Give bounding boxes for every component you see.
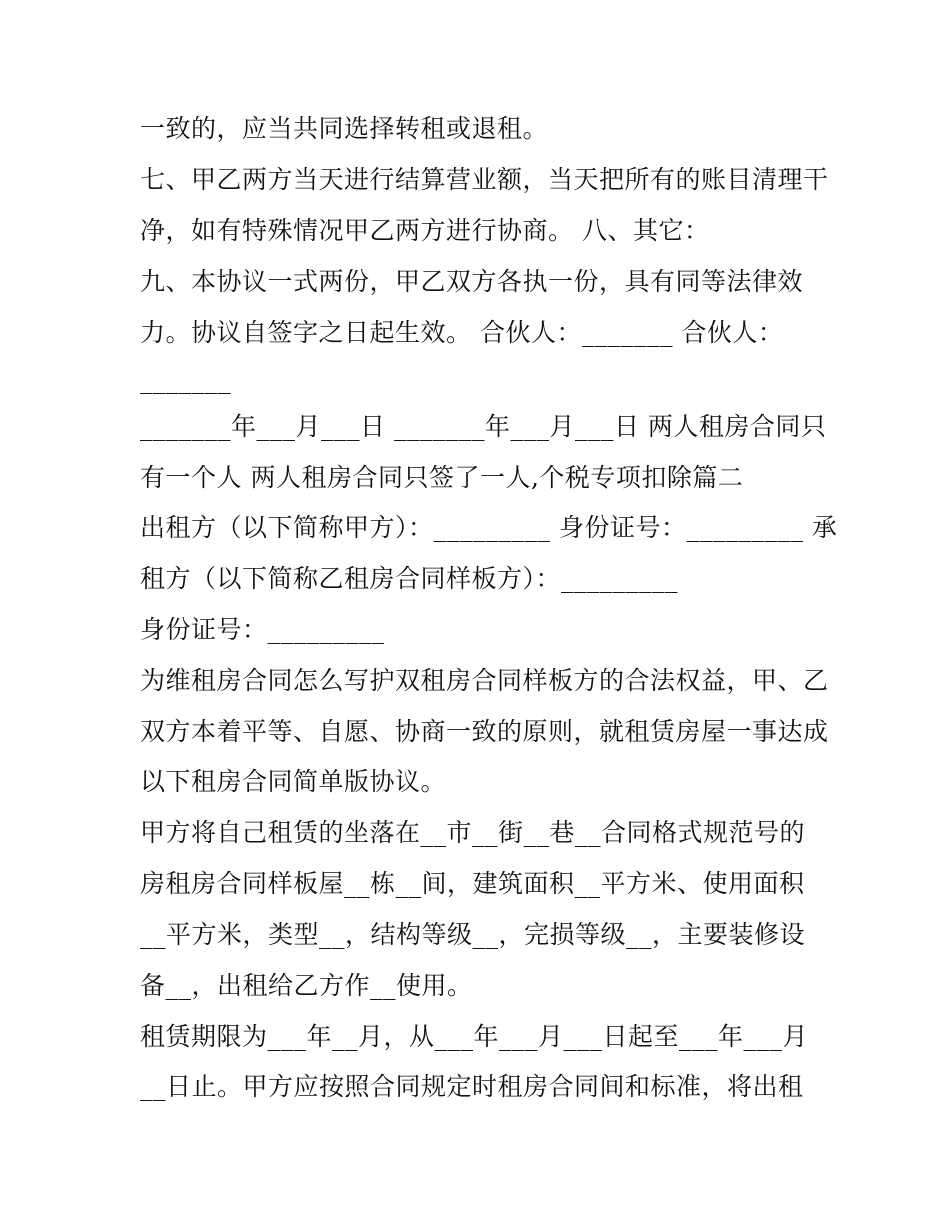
text-line: 九、本协议一式两份，甲乙双方各执一份，具有同等法律效 — [140, 267, 804, 296]
text-line: 一致的，应当共同选择转租或退租。 — [140, 114, 549, 143]
text-line: 以下租房合同简单版协议。 — [140, 767, 447, 796]
text-line: _______年___月___日 _______年___月___日 两人租房合同只 — [140, 412, 827, 441]
text-line: 有一个人 两人租房合同只签了一人,个税专项扣除篇二 — [140, 463, 744, 492]
text-line: __平方米，类型__，结构等级__，完损等级__，主要装修设 — [140, 920, 806, 949]
text-line: 身份证号：_________ — [140, 615, 385, 644]
text-line: 出租方（以下简称甲方）：_________ 身份证号：_________ 承 — [140, 513, 838, 542]
text-line: 为维租房合同怎么写护双租房合同样板方的合法权益，甲、乙 — [140, 666, 829, 695]
text-line: _______ — [140, 365, 231, 394]
text-line: 双方本着平等、自愿、协商一致的原则，就租赁房屋一事达成 — [140, 717, 829, 746]
text-line: 租赁期限为___年__月，从___年___月___日起至___年___月 — [140, 1022, 809, 1051]
text-line: 力。协议自签字之日起生效。 合伙人：_______ 合伙人： — [140, 318, 784, 347]
text-line: __日止。甲方应按照合同规定时租房合同间和标准，将出租 — [140, 1072, 804, 1101]
text-line: 净，如有特殊情况甲乙两方进行协商。 八、其它： — [140, 216, 710, 245]
text-line: 房租房合同样板屋__栋__间，建筑面积__平方米、使用面积 — [140, 869, 805, 898]
text-line: 甲方将自己租赁的坐落在__市__街__巷__合同格式规范号的 — [140, 818, 806, 847]
text-line: 备__，出租给乙方作__使用。 — [140, 971, 473, 1000]
text-line: 七、甲乙两方当天进行结算营业额，当天把所有的账目清理干 — [140, 165, 829, 194]
text-line: 租方（以下简称乙租房合同样板方）：_________ — [140, 564, 679, 593]
